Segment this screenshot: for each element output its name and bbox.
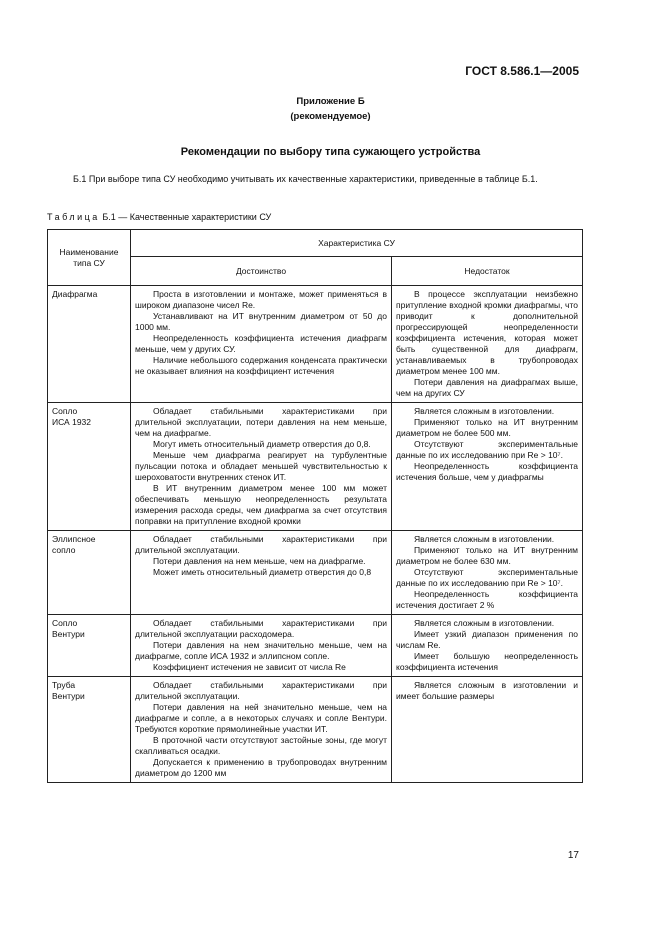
advantage-text: Обладает стабильными характеристиками при длительной эксплуатации. [135,534,387,555]
disadvantage-text: Является сложным в изготовлении. [414,618,555,628]
characteristics-table [47,229,583,783]
advantage-text: Обладает стабильными характеристиками при длительной эксплуатации расходомера. [135,618,387,639]
disadvantage-text: Является сложным в изготовлении и имеет большие размеры [396,680,578,701]
advantage-cell [131,677,392,783]
advantage-text: В проточной части отсутствуют застойные зоны, где могут скапливаться осадки. [135,735,387,756]
device-name-line: ИСА 1932 [52,417,92,427]
disadvantage-cell [392,531,583,615]
device-name-line: Вентури [52,691,85,701]
advantage-text: Потери давления на нем значительно меньше, чем на диафрагме, сопле ИСА 1932 и эллипсном сопле. [135,640,387,661]
advantage-text: Неопределенность коэффициента истечения диафрагм меньше, чем у других СУ. [135,333,387,354]
disadvantage-cell [392,286,583,403]
advantage-text: В ИТ внутренним диаметром менее 100 мм может обеспечивать меньшую неопределенность результата измерения расхода среды, чем диафрагма за счет отсутствия поправки на притупление входной кромки [135,483,387,526]
column-header-group: Характеристика СУ [131,230,583,257]
disadvantage-text: Отсутствуют экспериментальные данные по их исследованию при Re > 10⁷. [396,567,578,588]
table-row [48,403,583,531]
device-name-cell [48,531,131,615]
disadvantage-text: Имеет большую неопределенность коэффициента истечения [396,651,578,672]
table-caption-text: Б.1 — Качественные характеристики СУ [102,212,272,222]
device-name-cell [48,286,131,403]
disadvantage-cell [392,615,583,677]
device-name-line: Диафрагма [52,289,98,299]
advantage-text: Обладает стабильными характеристиками при длительной эксплуатации, потери давления на нем меньше, чем на диафрагме. [135,406,387,438]
advantage-text: Наличие небольшого содержания конденсата практически не оказывает влияния на коэффициент истечения [135,355,387,376]
advantage-text: Проста в изготовлении и монтаже, может применяться в широком диапазоне чисел Re. [135,289,387,310]
table-row [48,531,583,615]
advantage-text: Может иметь относительный диаметр отверстия до 0,8 [153,567,372,577]
device-name-line: Сопло [52,618,78,628]
table-caption-prefix: Таблица [47,212,100,222]
advantage-text: Потери давления на нем меньше, чем на диафрагме. [153,556,366,566]
advantage-text: Устанавливают на ИТ внутренним диаметром от 50 до 1000 мм. [135,311,387,332]
column-header-advantage: Достоинство [131,257,392,286]
annex-title: Приложение Б [296,96,365,107]
disadvantage-text: Потери давления на диафрагмах выше, чем на других СУ [396,377,578,398]
device-name-line: Труба [52,680,76,690]
advantage-cell [131,403,392,531]
disadvantage-text: Отсутствуют экспериментальные данные по их исследованию при Re > 10⁷. [396,439,578,460]
disadvantage-text: Является сложным в изготовлении. [414,406,555,416]
disadvantage-text: Применяют только на ИТ внутренним диаметром не более 500 мм. [396,417,578,438]
intro-paragraph: Б.1 При выборе типа СУ необходимо учитывать их качественные характеристики, приведенные в таблице Б.1. [73,174,538,184]
table-caption [47,212,271,222]
disadvantage-text: Неопределенность коэффициента истечения больше, чем у диафрагмы [396,461,578,482]
advantage-cell [131,615,392,677]
device-name-line: Вентури [52,629,85,639]
annex-heading [0,94,661,124]
advantage-text: Могут иметь относительный диаметр отверстия до 0,8. [153,439,371,449]
advantage-text: Допускается к применению в трубопроводах внутренним диаметром до 1200 мм [135,757,387,778]
disadvantage-cell [392,403,583,531]
disadvantage-text: Является сложным в изготовлении. [414,534,555,544]
device-name-line: сопло [52,545,76,555]
device-name-line: Сопло [52,406,78,416]
device-name-cell [48,615,131,677]
device-name-cell [48,677,131,783]
disadvantage-text: В процессе эксплуатации неизбежно притупление входной кромки диафрагмы, что приводит к дополнительной прогрессирующей неопределенности коэффициента истечения, которая может быть существенной для диафрагм, устанавливаемых в трубопроводах диаметром менее 100 мм. [396,289,578,376]
advantage-text: Меньше чем диафрагма реагирует на турбулентные пульсации потока и обладает меньшей чувствительностью к шероховатости внутренних стенок ИТ. [135,450,387,482]
annex-status: (рекомендуемое) [290,111,371,122]
advantage-text: Коэффициент истечения не зависит от числа Re [153,662,346,672]
column-header-name: Наименование типа СУ [48,230,131,286]
column-header-disadvantage: Недостаток [392,257,583,286]
device-name-cell [48,403,131,531]
disadvantage-text: Применяют только на ИТ внутренним диаметром не более 630 мм. [396,545,578,566]
advantage-cell [131,286,392,403]
table-row [48,286,583,403]
disadvantage-text: Неопределенность коэффициента истечения достигает 2 % [396,589,578,610]
disadvantage-text: Имеет узкий диапазон применения по числам Re. [396,629,578,650]
table-row [48,615,583,677]
device-name-line: Эллипсное [52,534,96,544]
advantage-text: Обладает стабильными характеристиками при длительной эксплуатации. [135,680,387,701]
document-code: ГОСТ 8.586.1—2005 [465,64,579,78]
advantage-text: Потери давления на ней значительно меньше, чем на диафрагме и сопле, а в некоторых случаях и сопле Вентури. Требуются короткие прямолинейные участки ИТ. [135,702,387,734]
advantage-cell [131,531,392,615]
disadvantage-cell [392,677,583,783]
table-row [48,677,583,783]
page-number: 17 [567,850,579,861]
section-title: Рекомендации по выбору типа сужающего устройства [180,146,481,158]
table-body [48,286,583,783]
